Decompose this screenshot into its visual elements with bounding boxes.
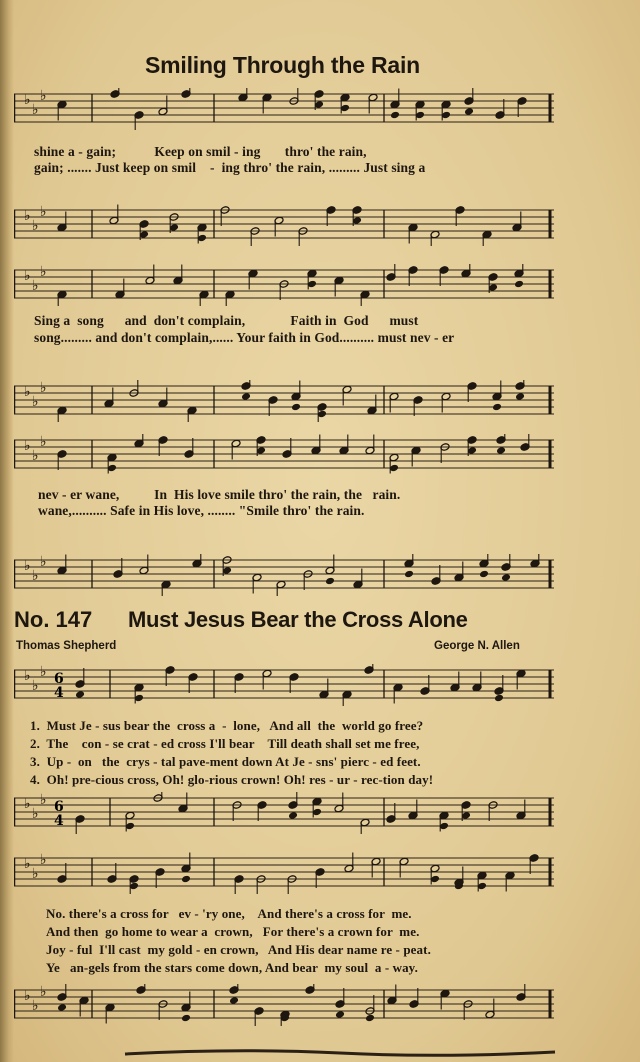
- svg-text:♭: ♭: [40, 380, 47, 396]
- svg-text:♭: ♭: [32, 568, 39, 584]
- svg-text:♭: ♭: [32, 678, 39, 694]
- hymn-number: No. 147: [14, 607, 93, 632]
- music-staff: [14, 984, 554, 1026]
- svg-text:♭: ♭: [40, 984, 47, 1000]
- verse-line: Joy - ful I'll cast my gold - en crown, And His dear name re - peat.: [46, 942, 431, 957]
- composer-credit: George N. Allen: [434, 640, 520, 652]
- svg-text:♭: ♭: [40, 792, 47, 808]
- svg-text:♭: ♭: [40, 264, 47, 280]
- svg-text:♭: ♭: [40, 852, 47, 868]
- svg-text:♭: ♭: [24, 384, 31, 400]
- svg-text:♭: ♭: [24, 856, 31, 872]
- music-staff: [14, 380, 554, 422]
- lyric-line: nev - er wane, In His love smile thro' the rain, the rain.: [38, 487, 401, 502]
- page-bottom-mark: [120, 1040, 560, 1062]
- svg-text:♭: ♭: [40, 88, 47, 104]
- music-staff: [14, 664, 554, 706]
- verse-line: 3. Up - on the crys - tal pave-ment down At Je - sns' pierc - ed feet.: [30, 754, 421, 769]
- verse-line: 1. Must Je - sus bear the cross a - lone, And all the world go free?: [30, 718, 424, 733]
- svg-text:4: 4: [54, 813, 64, 829]
- song-title: Smiling Through the Rain: [145, 52, 421, 78]
- svg-text:♭: ♭: [24, 796, 31, 812]
- svg-text:♭: ♭: [32, 806, 39, 822]
- music-staff: [14, 434, 554, 476]
- svg-text:♭: ♭: [32, 394, 39, 410]
- svg-text:♭: ♭: [40, 434, 47, 450]
- page-edge-shadow: [0, 0, 14, 1062]
- music-staff: [14, 264, 554, 306]
- svg-text:♭: ♭: [32, 998, 39, 1014]
- svg-text:6: 6: [54, 799, 64, 815]
- svg-text:♭: ♭: [32, 218, 39, 234]
- svg-text:♭: ♭: [24, 268, 31, 284]
- lyric-line: shine a - gain; Keep on smil - ing thro' the rain,: [34, 144, 367, 159]
- svg-text:♭: ♭: [24, 668, 31, 684]
- svg-text:♭: ♭: [24, 988, 31, 1004]
- svg-text:♭: ♭: [24, 92, 31, 108]
- svg-text:♭: ♭: [32, 866, 39, 882]
- verse-line: And then go home to wear a crown, For there's a crown for me.: [46, 924, 420, 939]
- verse-line: 2. The con - se crat - ed cross I'll bear Till death shall set me free,: [30, 736, 420, 751]
- lyric-line: gain; ....... Just keep on smil - ing thro' the rain, ......... Just sing a: [34, 160, 426, 175]
- music-staff: [14, 204, 554, 246]
- music-staff: [14, 554, 554, 596]
- music-staff: [14, 792, 554, 834]
- svg-text:6: 6: [54, 671, 64, 687]
- svg-text:♭: ♭: [24, 438, 31, 454]
- svg-text:♭: ♭: [24, 558, 31, 574]
- hymn-title: Must Jesus Bear the Cross Alone: [128, 607, 468, 632]
- lyric-line: wane,.......... Safe in His love, ........ "Smile thro' the rain.: [38, 503, 365, 518]
- music-staff: [14, 852, 554, 894]
- verse-line: 4. Oh! pre-cious cross, Oh! glo-rious crown! Oh! res - ur - rec-tion day!: [30, 772, 434, 787]
- svg-text:4: 4: [54, 685, 64, 701]
- verse-line: No. there's a cross for ev - 'ry one, And there's a cross for me.: [46, 906, 412, 921]
- svg-text:♭: ♭: [40, 554, 47, 570]
- verse-line: Ye an-gels from the stars come down, And bear my soul a - way.: [46, 960, 418, 975]
- svg-text:♭: ♭: [40, 204, 47, 220]
- svg-text:♭: ♭: [32, 448, 39, 464]
- svg-text:♭: ♭: [32, 102, 39, 118]
- svg-text:♭: ♭: [40, 664, 47, 680]
- music-staff: [14, 88, 554, 130]
- lyric-line: song......... and don't complain,...... Your faith in God.......... must nev - er: [34, 330, 455, 345]
- lyricist-credit: Thomas Shepherd: [16, 640, 117, 652]
- svg-text:♭: ♭: [24, 208, 31, 224]
- svg-text:♭: ♭: [32, 278, 39, 294]
- lyric-line: Sing a song and don't complain, Faith in God must: [34, 313, 419, 328]
